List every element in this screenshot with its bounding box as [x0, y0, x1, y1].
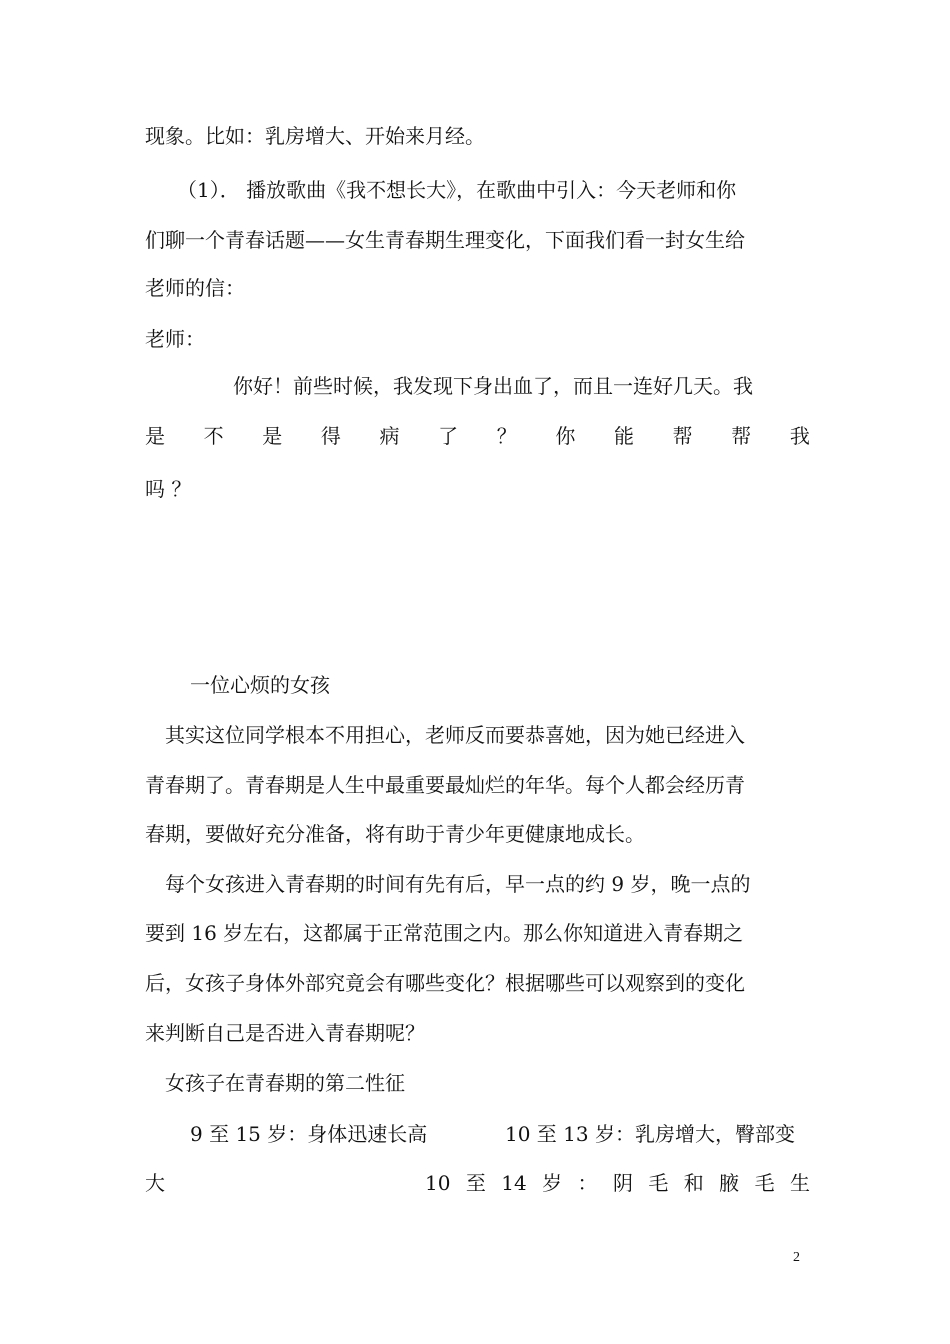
- spread-char: 能: [614, 424, 634, 448]
- spread-char: 你: [555, 424, 576, 448]
- paragraph-spread-line: [425, 1170, 810, 1196]
- paragraph-line: 10 至 13 岁：乳房增大，臀部变: [505, 1122, 795, 1146]
- paragraph-line: 9 至 15 岁：身体迅速长高: [190, 1122, 428, 1146]
- spread-char: 病: [379, 424, 400, 448]
- spread-char: ？: [496, 424, 517, 448]
- letter-body-line: 吗 ？: [145, 477, 192, 501]
- spread-char: 10: [425, 1171, 451, 1195]
- paragraph-line: 其实这位同学根本不用担心，老师反而要恭喜她，因为她已经进入: [165, 723, 745, 747]
- paragraph-line: （1）． 播放歌曲《我不想长大》，在歌曲中引入：今天老师和你: [177, 178, 737, 202]
- paragraph-line: 后，女孩子身体外部究竟会有哪些变化？根据哪些可以观察到的变化: [145, 971, 745, 995]
- paragraph-line: 们聊一个青春话题——女生青春期生理变化，下面我们看一封女生给: [145, 228, 745, 252]
- spread-char: 了: [438, 424, 459, 448]
- letter-salutation: 老师：: [145, 327, 205, 351]
- spread-char: 14: [501, 1171, 527, 1195]
- page-number: 2: [793, 1250, 800, 1265]
- spread-char: 生: [789, 1171, 810, 1195]
- spread-char: 是: [145, 424, 165, 448]
- spread-char: 不: [203, 424, 224, 448]
- paragraph-line: 每个女孩进入青春期的时间有先有后，早一点的约 9 岁，晚一点的: [165, 872, 751, 896]
- paragraph-line: 老师的信：: [145, 276, 245, 300]
- letter-body-spread-line: [145, 423, 810, 449]
- spread-char: 得: [320, 424, 341, 448]
- spread-char: 是: [262, 424, 283, 448]
- section-heading: 女孩子在青春期的第二性征: [165, 1071, 405, 1095]
- spread-char: 帮: [731, 424, 752, 448]
- spread-char: 阴: [612, 1171, 633, 1195]
- paragraph-line: 来判断自己是否进入青春期呢？: [145, 1021, 425, 1045]
- spread-char: 腋: [719, 1171, 740, 1195]
- spread-char: 毛: [754, 1171, 775, 1195]
- letter-signature: 一位心烦的女孩: [190, 673, 330, 697]
- spread-char: 至: [465, 1171, 486, 1195]
- spread-char: ：: [577, 1171, 598, 1195]
- paragraph-line: 青春期了。青春期是人生中最重要最灿烂的年华。每个人都会经历青: [145, 773, 745, 797]
- spread-char: 和: [683, 1171, 704, 1195]
- paragraph-line: 大: [145, 1171, 165, 1195]
- paragraph-line: 春期，要做好充分准备，将有助于青少年更健康地成长。: [145, 822, 645, 846]
- spread-char: 岁: [542, 1171, 563, 1195]
- spread-char: 毛: [648, 1171, 669, 1195]
- spread-char: 帮: [672, 424, 693, 448]
- paragraph-line: 要到 16 岁左右，这都属于正常范围之内。那么你知道进入青春期之: [145, 921, 744, 945]
- paragraph-line: 现象。比如：乳房增大、开始来月经。: [145, 124, 485, 148]
- spread-char: 我: [789, 424, 810, 448]
- letter-body-line: 你好！前些时候，我发现下身出血了，而且一连好几天。我: [233, 374, 753, 398]
